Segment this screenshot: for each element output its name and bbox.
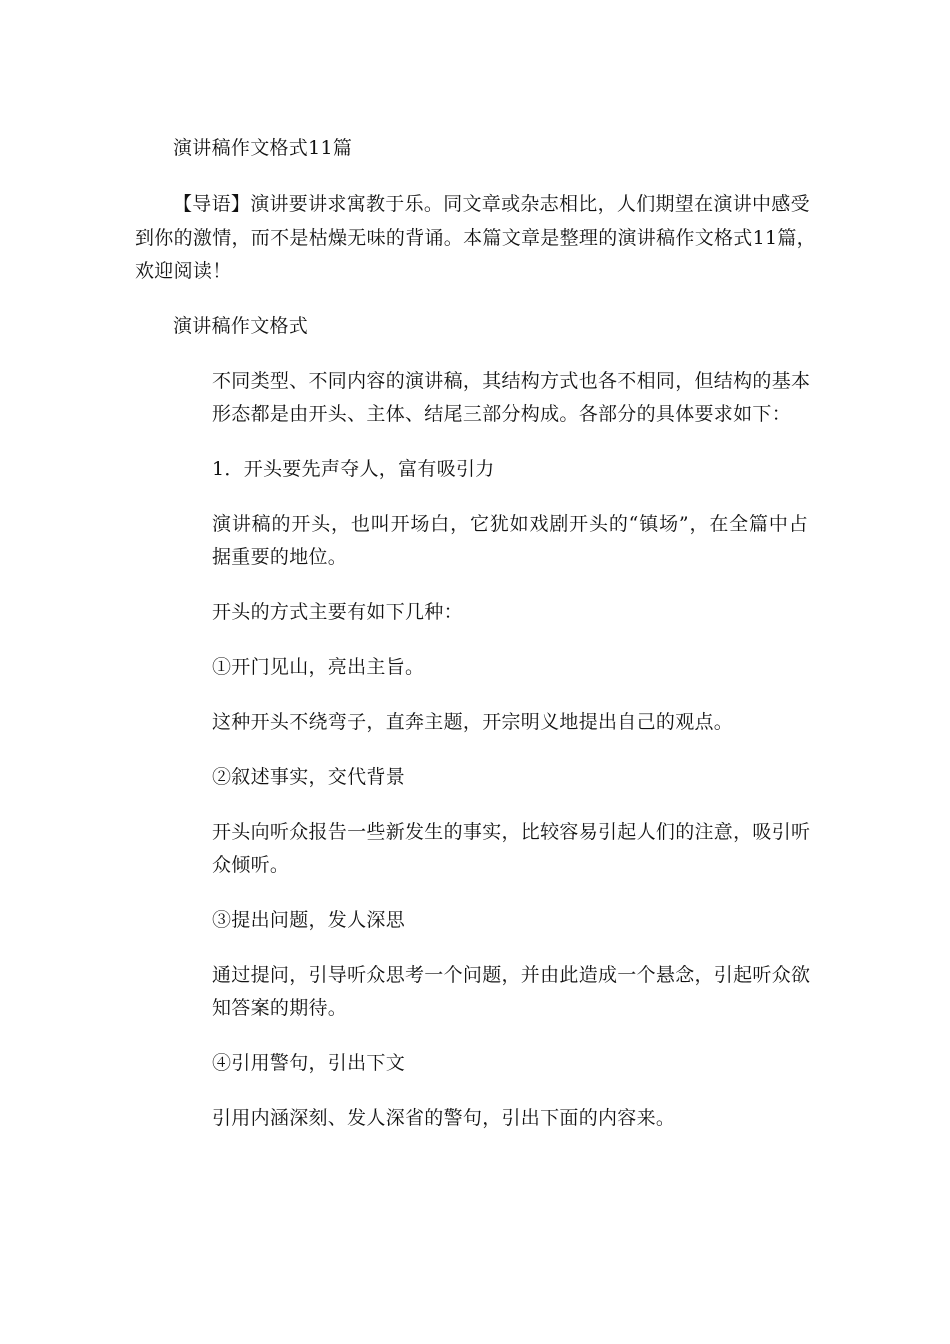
paragraph-2-line-1: 演讲稿的开头，也叫开场白，它犹如戏剧开头的“镇场”，在全篇中占 xyxy=(212,513,808,535)
sub-item-4-description: 引用内涵深刻、发人深省的警句，引出下面的内容来。 xyxy=(212,1107,676,1129)
intro-line-2: 到你的激情，而不是枯燥无味的背诵。本篇文章是整理的演讲稿作文格式11篇， xyxy=(135,227,816,249)
paragraph-1-line-2: 形态都是由开头、主体、结尾三部分构成。各部分的具体要求如下： xyxy=(212,403,792,425)
paragraph-3: 开头的方式主要有如下几种： xyxy=(212,601,463,623)
sub-item-4: ④引用警句，引出下文 xyxy=(212,1052,406,1074)
sub-item-3-description-line-1: 通过提问，引导听众思考一个问题，并由此造成一个悬念，引起听众欲 xyxy=(212,964,811,986)
sub-item-2: ②叙述事实，交代背景 xyxy=(212,766,406,788)
sub-item-3: ③提出问题，发人深思 xyxy=(212,909,406,931)
list-item-1: 1．开头要先声夺人，富有吸引力 xyxy=(212,458,495,480)
section-heading: 演讲稿作文格式 xyxy=(173,315,309,337)
document-title: 演讲稿作文格式11篇 xyxy=(173,137,353,159)
intro-line-1: 【导语】演讲要讲求寓教于乐。同文章或杂志相比，人们期望在演讲中感受 xyxy=(173,193,810,215)
paragraph-1-line-1: 不同类型、不同内容的演讲稿，其结构方式也各不相同，但结构的基本 xyxy=(212,370,811,392)
intro-line-3: 欢迎阅读！ xyxy=(135,260,232,282)
sub-item-2-description-line-2: 众倾听。 xyxy=(212,854,290,876)
paragraph-2-line-2: 据重要的地位。 xyxy=(212,546,348,568)
sub-item-1-description: 这种开头不绕弯子，直奔主题，开宗明义地提出自己的观点。 xyxy=(212,711,734,733)
sub-item-2-description-line-1: 开头向听众报告一些新发生的事实，比较容易引起人们的注意，吸引听 xyxy=(212,821,811,843)
sub-item-3-description-line-2: 知答案的期待。 xyxy=(212,997,348,1019)
sub-item-1: ①开门见山，亮出主旨。 xyxy=(212,656,425,678)
